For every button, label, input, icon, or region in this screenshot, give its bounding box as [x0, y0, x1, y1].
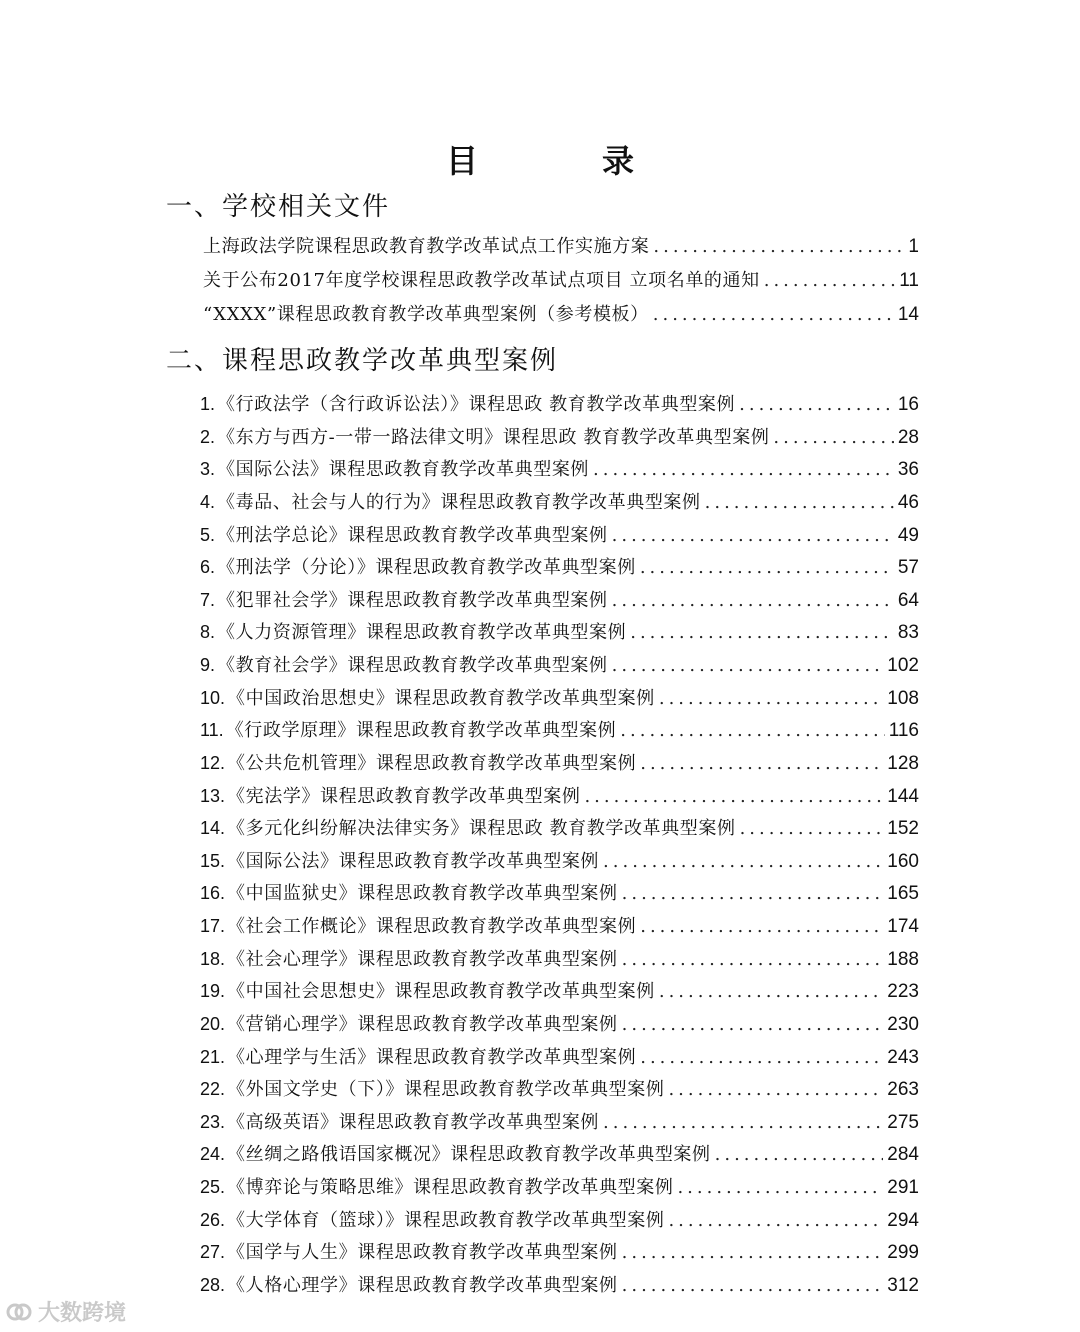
toc-leader-dots [640, 753, 883, 774]
toc-entry-number: 18. [200, 948, 226, 969]
toc-entry-page-number: 57 [897, 557, 919, 579]
toc-entry-number: 23. [200, 1111, 226, 1132]
toc-entry[interactable] [200, 1271, 919, 1304]
toc-entry[interactable] [200, 1238, 919, 1271]
toc-leader-dots [740, 818, 884, 839]
toc-leader-dots [630, 622, 894, 643]
toc-entry-title: 《刑法学总论》课程思政教育教学改革典型案例 [217, 524, 608, 546]
toc-entry-title: 《人力资源管理》课程思政教育教学改革典型案例 [217, 622, 627, 644]
toc-entry-title: 《国际公法》课程思政教育教学改革典型案例 [227, 850, 600, 872]
toc-entry-page-number: 243 [887, 1046, 919, 1068]
toc-entry-page-number: 291 [887, 1177, 919, 1198]
toc-entry-number: 19. [200, 981, 226, 1002]
toc-entry-title: 《东方与西方-一带一路法律文明》课程思政 教育教学改革典型案例 [217, 426, 770, 448]
toc-entry-title: 《教育社会学》课程思政教育教学改革典型案例 [217, 655, 608, 676]
toc-leader-dots [764, 270, 896, 291]
section-heading-typical-cases: 二、课程思政教学改革典型案例 [166, 346, 559, 376]
toc-entry-page-number: 128 [887, 752, 919, 774]
toc-entry[interactable] [200, 1075, 919, 1108]
toc-entry-title: 《中国政治思想史》课程思政教育教学改革典型案例 [227, 687, 655, 709]
toc-entry-number: 6. [200, 557, 216, 578]
toc-entry-title: 《大学体育（篮球）》课程思政教育教学改革典型案例 [227, 1209, 665, 1231]
toc-entry-page-number: 11 [899, 270, 919, 291]
toc-entry-title: 《社会工作概论》课程思政教育教学改革典型案例 [227, 916, 637, 937]
toc-entry-page-number: 102 [887, 655, 919, 676]
toc-entry[interactable] [200, 912, 919, 945]
toc-leader-dots [659, 688, 883, 709]
watermark [6, 1296, 126, 1327]
toc-entry-page-number: 64 [897, 589, 919, 611]
toc-entry-number: 1. [200, 394, 216, 414]
toc-entry-page-number: 165 [887, 883, 919, 905]
toc-entry-title: 《行政法学（含行政诉讼法）》课程思政 教育教学改革典型案例 [217, 394, 736, 415]
toc-entry-number: 8. [200, 622, 216, 643]
toc-entry-page-number: 116 [888, 720, 919, 742]
toc-entry-page-number: 1 [908, 236, 919, 257]
toc-leader-dots [653, 236, 904, 257]
toc-entry[interactable] [203, 232, 919, 266]
toc-entry[interactable] [200, 1108, 919, 1141]
toc-entry-number: 26. [200, 1209, 226, 1230]
toc-entry[interactable] [200, 455, 919, 488]
toc-entry[interactable] [200, 1173, 919, 1206]
toc-entry-page-number: 263 [887, 1079, 919, 1101]
toc-entry[interactable] [200, 749, 919, 782]
toc-entry[interactable] [200, 684, 919, 717]
toc-entry-number: 20. [200, 1013, 226, 1034]
toc-entry[interactable] [200, 814, 919, 847]
toc-entry-title: 《人格心理学》课程思政教育教学改革典型案例 [227, 1274, 618, 1296]
toc-entry-page-number: 275 [887, 1111, 919, 1133]
toc-entry-number: 2. [200, 426, 216, 447]
toc-entry-page-number: 14 [897, 304, 919, 325]
toc-entry-number: 11. [200, 720, 224, 741]
toc-entry[interactable] [200, 651, 919, 684]
toc-entry[interactable] [200, 1010, 919, 1043]
toc-entry[interactable] [200, 945, 919, 978]
toc-leader-dots [668, 1079, 883, 1100]
toc-leader-dots [612, 590, 894, 611]
toc-leader-dots [659, 981, 883, 1002]
toc-entry-title: 《心理学与生活》课程思政教育教学改革典型案例 [227, 1046, 637, 1068]
page-title: 目 录 [445, 142, 680, 180]
toc-entry[interactable] [200, 977, 919, 1010]
toc-entry[interactable] [200, 1206, 919, 1239]
toc-list-typical-cases [200, 390, 919, 1304]
toc-entry-page-number: 230 [887, 1013, 919, 1035]
toc-entry-number: 16. [200, 883, 226, 904]
toc-entry-number: 13. [200, 785, 226, 806]
toc-entry-number: 4. [200, 491, 216, 512]
toc-entry-number: 10. [200, 687, 226, 708]
toc-leader-dots [622, 1014, 884, 1035]
toc-entry-page-number: 312 [887, 1274, 919, 1296]
toc-entry[interactable] [200, 553, 919, 586]
toc-entry-page-number: 28 [897, 426, 919, 448]
toc-leader-dots [622, 1242, 884, 1263]
toc-entry-title: 《营销心理学》课程思政教育教学改革典型案例 [227, 1013, 618, 1035]
toc-entry[interactable] [200, 423, 919, 456]
toc-entry[interactable] [200, 1140, 919, 1173]
toc-leader-dots [620, 720, 884, 741]
toc-entry-number: 3. [200, 459, 216, 480]
toc-leader-dots [653, 304, 894, 325]
toc-entry-page-number: 160 [887, 850, 919, 872]
toc-entry-page-number: 144 [887, 785, 919, 807]
toc-entry[interactable] [200, 618, 919, 651]
toc-entry[interactable] [200, 586, 919, 619]
toc-entry-number: 15. [200, 850, 226, 871]
toc-leader-dots [715, 1144, 884, 1165]
toc-entry-title: 《外国文学史（下）》课程思政教育教学改革典型案例 [227, 1079, 665, 1101]
toc-entry-page-number: 16 [897, 394, 919, 415]
toc-entry-title: 《多元化纠纷解决法律实务》课程思政 教育教学改革典型案例 [227, 818, 736, 840]
toc-entry[interactable] [200, 847, 919, 880]
toc-entry-title: 上海政法学院课程思政教育教学改革试点工作实施方案 [203, 236, 650, 257]
toc-entry[interactable] [200, 716, 919, 749]
toc-entry[interactable] [200, 390, 919, 423]
toc-entry-page-number: 83 [897, 622, 919, 644]
toc-entry-title: 《博弈论与策略思维》课程思政教育教学改革典型案例 [227, 1177, 674, 1198]
toc-leader-dots [584, 786, 883, 807]
toc-entry-number: 25. [200, 1177, 226, 1197]
toc-entry-title: 《社会心理学》课程思政教育教学改革典型案例 [227, 948, 618, 970]
toc-entry-page-number: 152 [887, 818, 919, 840]
toc-leader-dots [705, 492, 894, 513]
toc-leader-dots [593, 459, 894, 480]
toc-entry-number: 28. [200, 1274, 226, 1295]
toc-leader-dots [603, 1112, 883, 1133]
toc-entry-number: 5. [200, 524, 216, 545]
toc-leader-dots [668, 1210, 883, 1231]
toc-list-school-documents [203, 232, 919, 334]
toc-entry-number: 24. [200, 1144, 226, 1165]
toc-entry-page-number: 294 [887, 1209, 919, 1231]
toc-entry-number: 12. [200, 752, 226, 773]
toc-entry[interactable] [200, 1043, 919, 1076]
watermark-text: 大数跨境 [38, 1301, 127, 1326]
toc-entry-number: 9. [200, 655, 216, 675]
logo-icon [6, 1299, 32, 1325]
toc-leader-dots [622, 1275, 884, 1296]
toc-entry-title: 《丝绸之路俄语国家概况》课程思政教育教学改革典型案例 [227, 1144, 711, 1166]
toc-leader-dots [603, 851, 883, 872]
toc-entry-title: 《行政学原理》课程思政教育教学改革典型案例 [225, 720, 617, 742]
toc-entry[interactable] [200, 782, 919, 815]
toc-entry-page-number: 46 [897, 491, 919, 513]
toc-entry-page-number: 174 [887, 916, 919, 937]
toc-entry[interactable] [200, 879, 919, 912]
toc-entry-number: 14. [200, 818, 226, 839]
toc-entry-number: 27. [200, 1242, 226, 1263]
section-heading-school-documents: 一、学校相关文件 [166, 192, 391, 222]
toc-entry[interactable] [203, 266, 919, 300]
toc-leader-dots [612, 655, 884, 676]
toc-entry-title: 《中国监狱史》课程思政教育教学改革典型案例 [227, 883, 618, 905]
toc-entry[interactable] [200, 488, 919, 521]
toc-entry[interactable] [203, 300, 919, 334]
toc-entry-page-number: 284 [887, 1144, 919, 1166]
toc-entry-page-number: 299 [887, 1242, 919, 1264]
toc-entry-title: 《高级英语》课程思政教育教学改革典型案例 [227, 1111, 600, 1133]
toc-entry-title: “XXXX”课程思政教育教学改革典型案例（参考模板） [203, 304, 649, 325]
toc-leader-dots [640, 557, 894, 578]
toc-entry-title: 《刑法学（分论）》课程思政教育教学改革典型案例 [217, 557, 636, 579]
toc-entry-page-number: 223 [887, 981, 919, 1003]
toc-entry-title: 《国际公法》课程思政教育教学改革典型案例 [217, 459, 590, 481]
toc-leader-dots [612, 525, 894, 546]
toc-entry-title: 《国学与人生》课程思政教育教学改革典型案例 [227, 1242, 618, 1264]
toc-entry-number: 21. [200, 1046, 226, 1067]
toc-entry-page-number: 49 [897, 524, 919, 546]
toc-entry-title: 《公共危机管理》课程思政教育教学改革典型案例 [227, 752, 637, 774]
toc-entry-number: 7. [200, 589, 216, 610]
toc-leader-dots [622, 883, 884, 904]
toc-leader-dots [773, 427, 893, 448]
toc-leader-dots [622, 949, 884, 970]
toc-leader-dots [677, 1177, 883, 1198]
toc-entry-number: 17. [200, 916, 226, 936]
toc-entry-number: 22. [200, 1079, 226, 1100]
toc-leader-dots [739, 394, 894, 415]
toc-entry-page-number: 36 [897, 459, 919, 481]
toc-leader-dots [640, 916, 883, 937]
toc-leader-dots [640, 1047, 883, 1068]
toc-entry[interactable] [200, 521, 919, 554]
toc-entry-title: 《宪法学》课程思政教育教学改革典型案例 [227, 785, 581, 807]
toc-entry-page-number: 108 [887, 687, 919, 709]
toc-entry-title: 《中国社会思想史》课程思政教育教学改革典型案例 [227, 981, 655, 1003]
toc-entry-title: 《毒品、社会与人的行为》课程思政教育教学改革典型案例 [217, 491, 701, 513]
toc-entry-title: 《犯罪社会学》课程思政教育教学改革典型案例 [217, 589, 608, 611]
toc-entry-page-number: 188 [887, 948, 919, 970]
toc-entry-title: 关于公布2017年度学校课程思政教学改革试点项目 立项名单的通知 [203, 270, 760, 291]
